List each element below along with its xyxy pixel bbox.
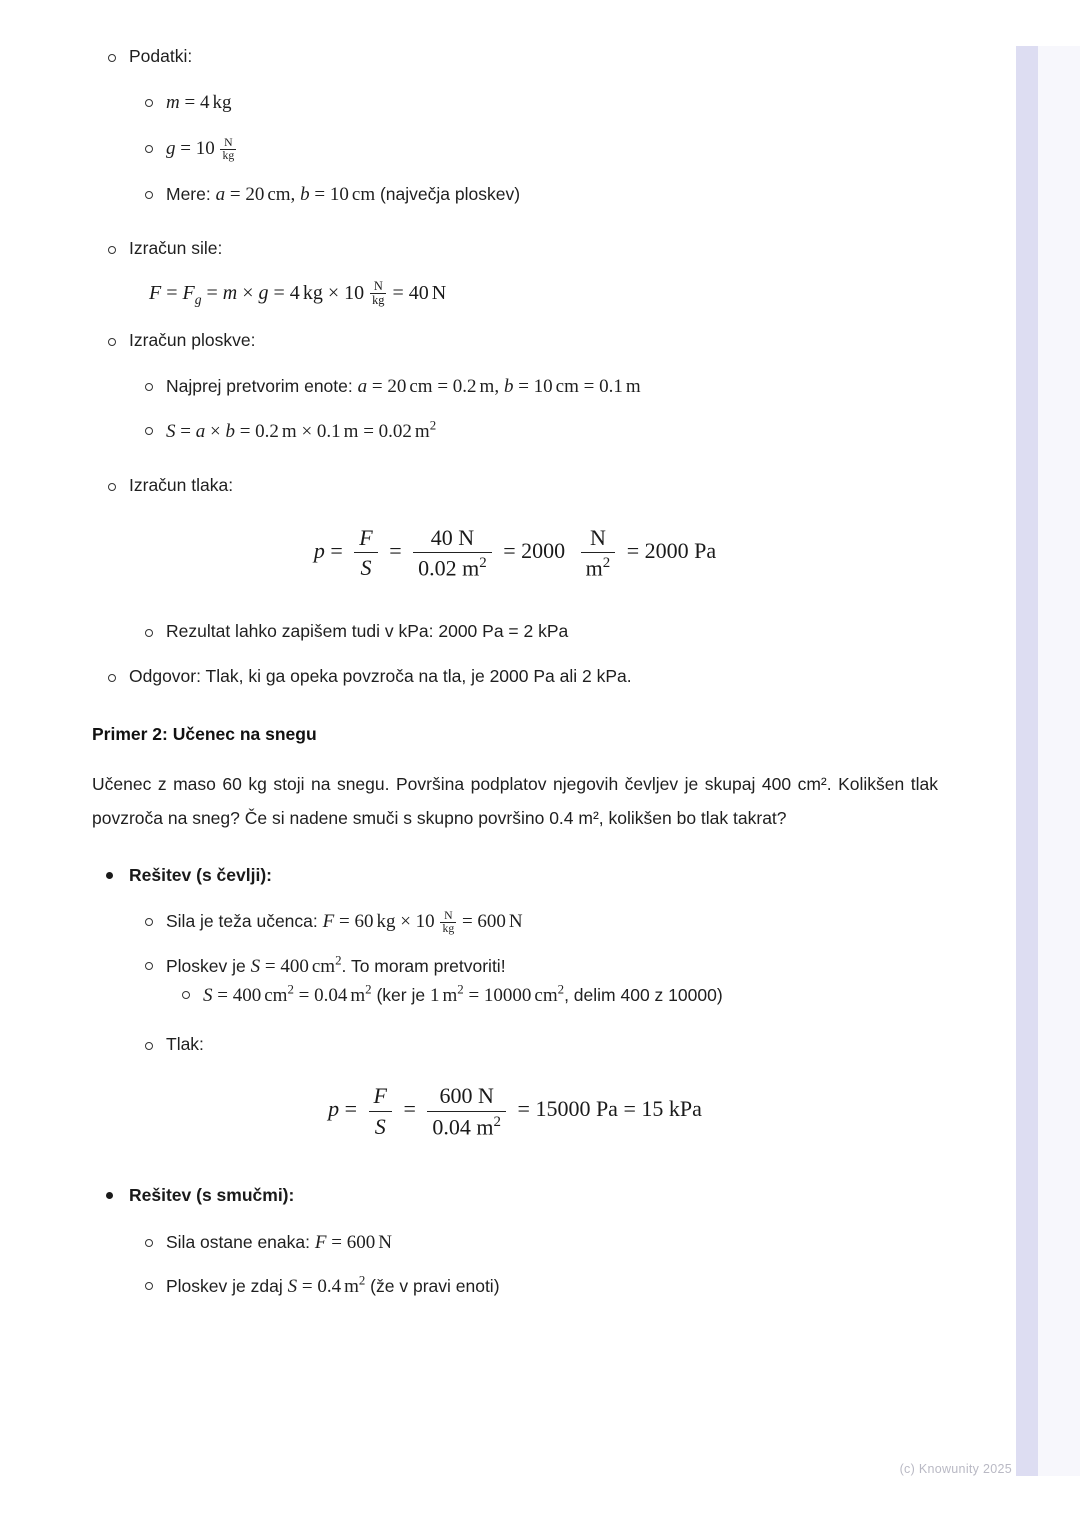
list-item-kpa-note bbox=[129, 619, 938, 644]
area-label: Izračun ploskve: bbox=[129, 329, 256, 350]
list-item-area-shoes bbox=[129, 952, 938, 981]
list-item-dimensions bbox=[129, 181, 938, 209]
list-item-pressure-shoes bbox=[129, 1032, 938, 1057]
list-item-skis-area bbox=[129, 1272, 938, 1301]
data-sublist bbox=[129, 89, 938, 208]
document-content bbox=[92, 44, 938, 1301]
pressure-shoes-label: Tlak: bbox=[166, 1033, 204, 1054]
answer-text: Odgovor: Tlak, ki ga opeka povzroča na tla, je 2000 Pa ali 2 kPa. bbox=[129, 666, 632, 687]
list-item-area-conversion bbox=[166, 981, 938, 1010]
data-list bbox=[92, 44, 938, 69]
force-list bbox=[92, 236, 938, 261]
force-equation: $F = F_g = m \times g = 4$ kg × 10 $\frac{N}{kg}$ = 40 N bbox=[149, 278, 447, 308]
dimensions-text: Mere: a = 20 cm, b = 10 cm (največja ploskev) bbox=[166, 183, 521, 205]
list-item-mass bbox=[129, 89, 938, 117]
conversion-text: Najprej pretvorim enote: a = 20 cm = 0.2 m, b = 10 cm = 0.1 m bbox=[166, 376, 641, 398]
area-equation: S = a × b = 0.2 m × 0.1 m = 0.02 $m^2$ bbox=[166, 417, 437, 442]
answer-list bbox=[92, 664, 938, 689]
fraction-n-per-kg: $\frac{N}{kg}$ bbox=[222, 135, 235, 163]
skis-solution-list bbox=[129, 1229, 938, 1301]
page-edge-strip-light bbox=[1038, 46, 1080, 1476]
pressure-list bbox=[92, 473, 938, 498]
list-item-pressure-calc bbox=[92, 473, 938, 498]
section-heading-primer-2: Primer 2: Učenec na snegu bbox=[92, 723, 317, 744]
force-label: Izračun sile: bbox=[129, 238, 223, 259]
list-item-answer bbox=[92, 664, 938, 689]
kpa-note: Rezultat lahko zapišem tudi v kPa: 2000 Pa = 2 kPa bbox=[166, 620, 569, 641]
list-item-area-equation bbox=[129, 417, 938, 446]
area-shoes-text: Ploskev je S = 400 $cm^2$. To moram pretvoriti! bbox=[166, 953, 506, 978]
area-sublist bbox=[129, 373, 938, 445]
pressure-label: Izračun tlaka: bbox=[129, 475, 234, 496]
watermark: (c) Knowunity 2025 bbox=[899, 1462, 1012, 1476]
pressure-equation-2: p = $\frac{F}{S}$ = $\frac{600 N}{0.04 m^2}$ = 15000 Pa = 15 kPa bbox=[328, 1083, 702, 1139]
area-conversion-sublist bbox=[166, 981, 938, 1010]
force-student-text: Sila je teža učenca: F = 60 kg × 10 $\frac{N}{kg}$ = 600 N bbox=[166, 908, 523, 936]
podatki-label: Podatki: bbox=[129, 46, 193, 66]
skis-force-text: Sila ostane enaka: F = 600 N bbox=[166, 1231, 392, 1253]
list-item-gravity bbox=[129, 135, 938, 163]
list-item-force-student bbox=[129, 908, 938, 936]
pressure-equation-1: p = $\frac{F}{S}$ = $\frac{40 N}{0.02 m^2}$ = 2000 $\frac{N}{m^2}$ = 2000 Pa bbox=[313, 524, 717, 581]
problem-statement: Učenec z maso 60 kg stoji na snegu. Površina podplatov njegovih čevljev je skupaj 400 cm². Kolikšen tlak povzroča na sneg? Če si nadene smuči s skupno površino 0.4 m², kolikšen bo tlak takrat? bbox=[92, 773, 938, 828]
list-item-unit-conversion bbox=[129, 373, 938, 401]
page-edge-strip-lavender bbox=[1016, 46, 1038, 1476]
skis-area-text: Ploskev je zdaj S = 0.4 $m^2$ (že v pravi enoti) bbox=[166, 1273, 500, 1298]
list-item-force-calc bbox=[92, 236, 938, 261]
list-item-area-calc bbox=[92, 328, 938, 353]
solution-skis-label: Rešitev (s smučmi): bbox=[92, 1183, 938, 1208]
mass-equation: m = 4 kg bbox=[166, 92, 232, 114]
gravity-equation: g = 10 $\frac{N}{kg}$ bbox=[166, 135, 235, 163]
solution-shoes-label: Rešitev (s čevlji): bbox=[92, 863, 938, 888]
list-item-skis-force bbox=[129, 1229, 938, 1257]
kpa-list bbox=[129, 619, 938, 644]
area-conversion-text: S = 400 $cm^2 = 0.04$ $m^2$ (ker je 1 $m^2 = 10000$ $cm^2$, delim 400 z 10000) bbox=[203, 982, 723, 1007]
area-list bbox=[92, 328, 938, 353]
list-item-podatki bbox=[92, 44, 938, 69]
shoes-solution-list bbox=[129, 908, 938, 1057]
